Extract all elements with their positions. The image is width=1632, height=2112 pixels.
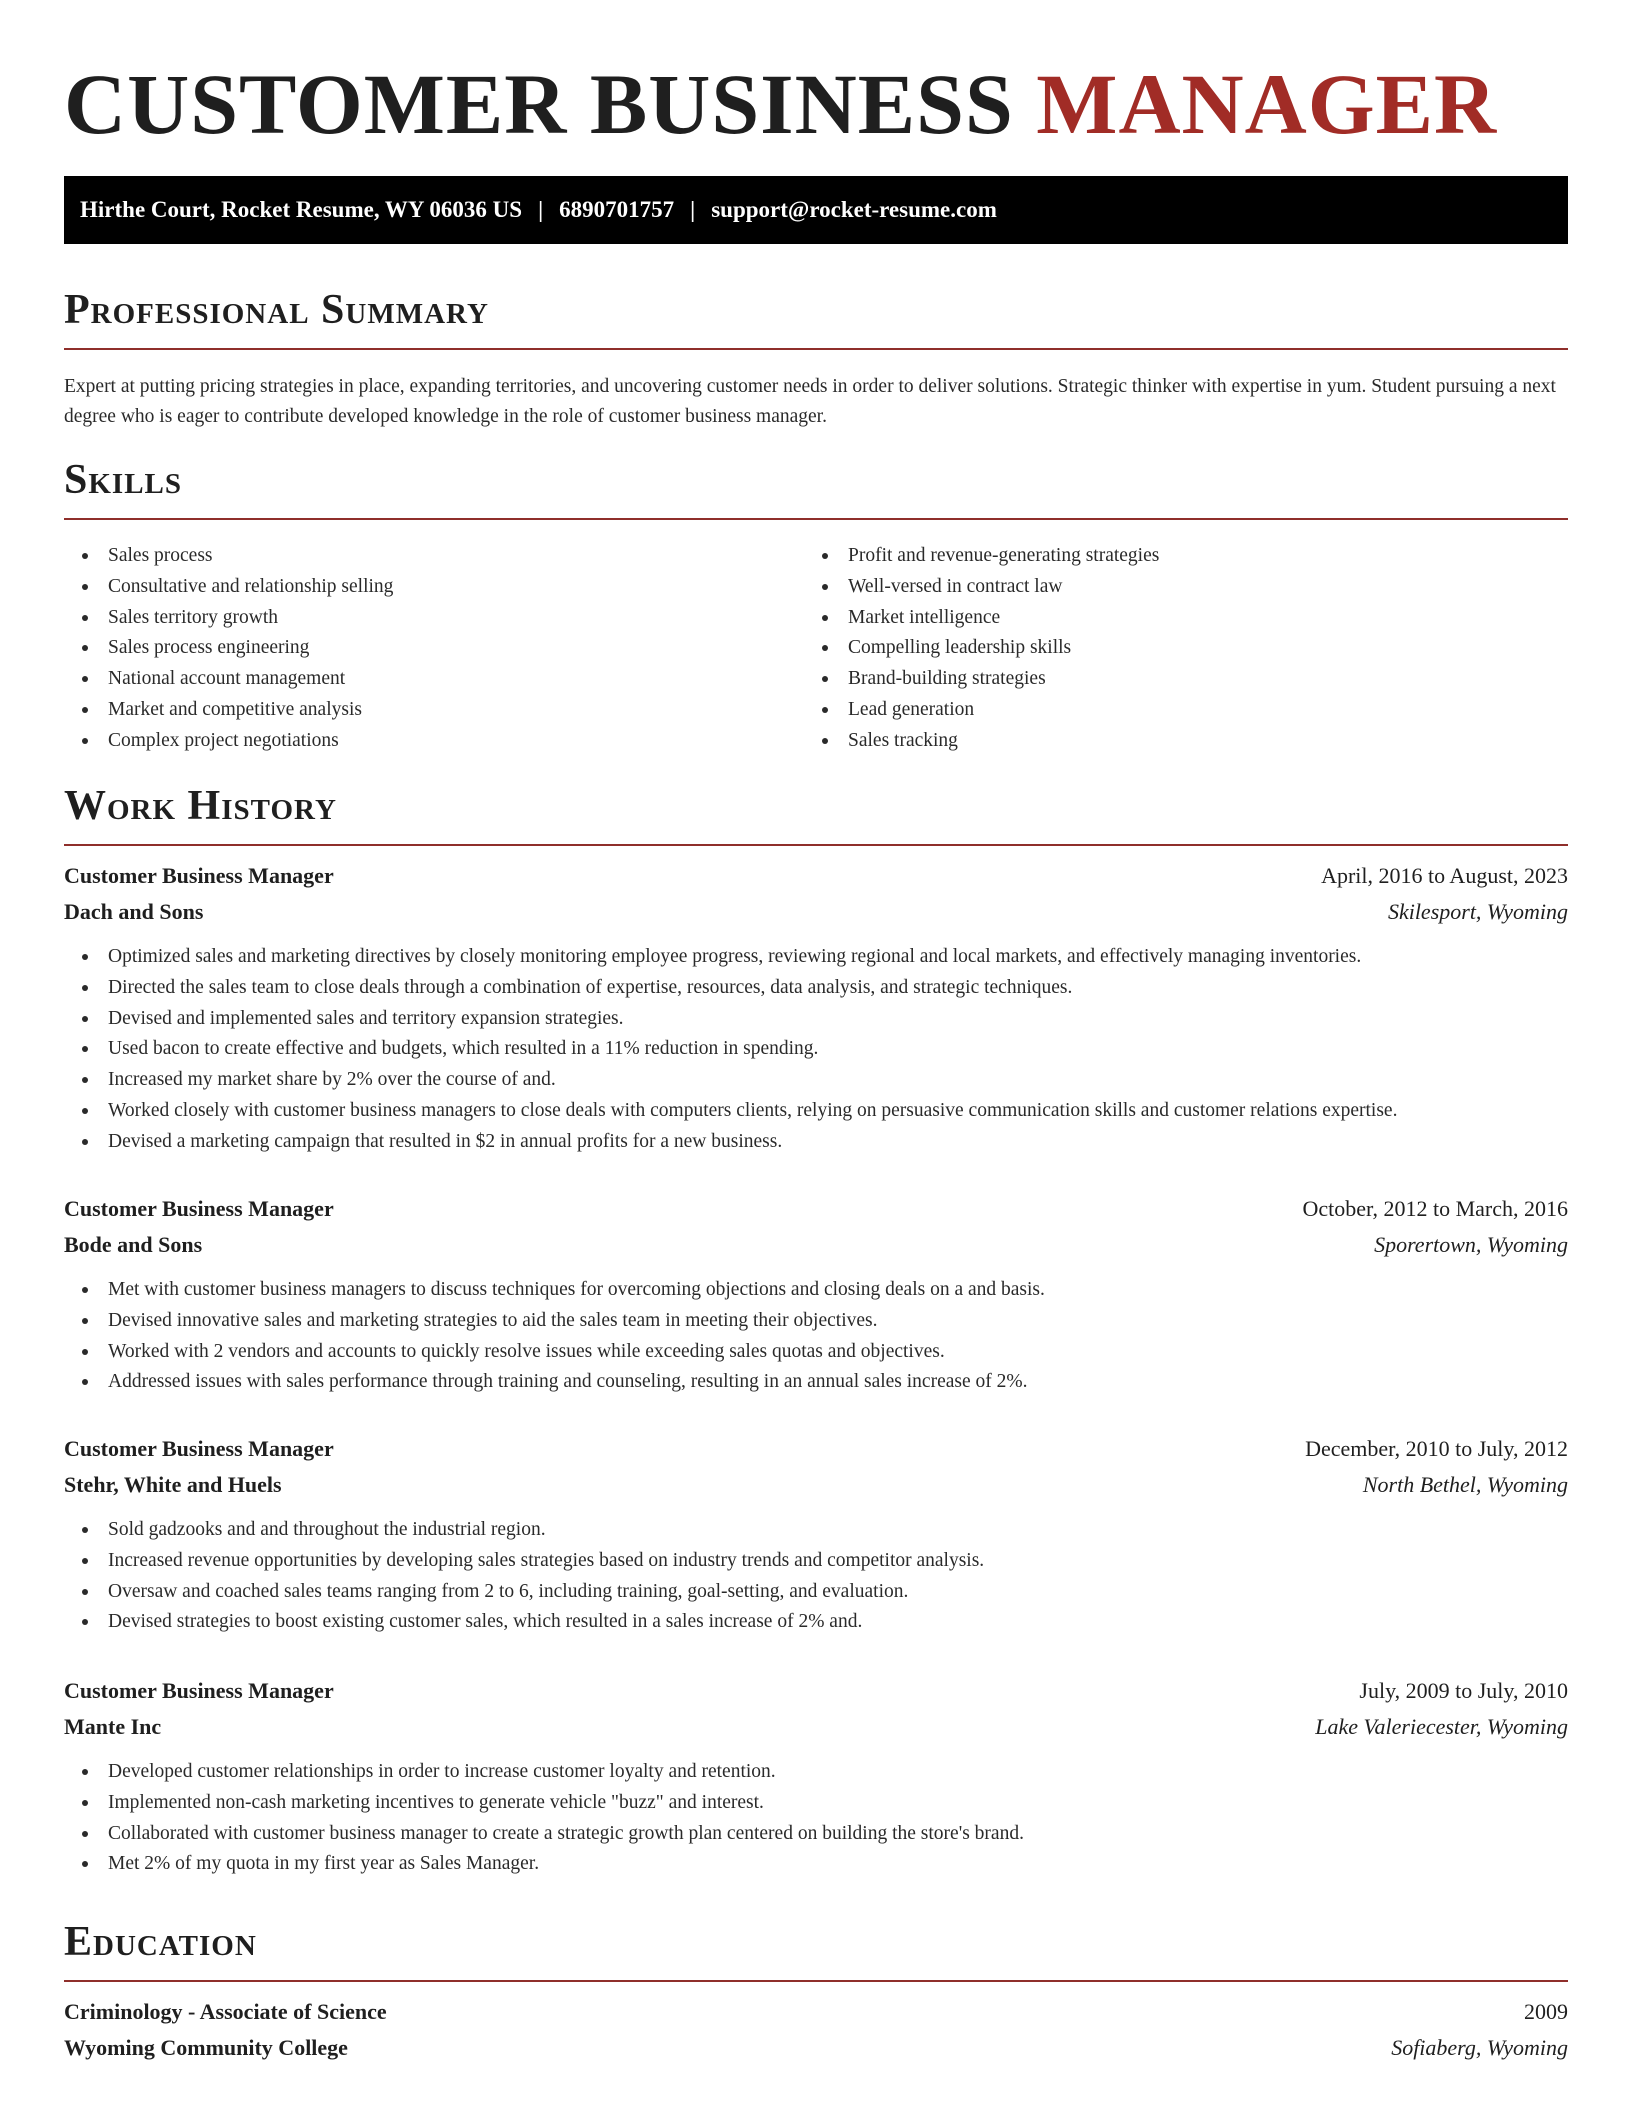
- job-entry: [64, 1191, 1568, 1398]
- job-title: Customer Business Manager: [64, 1436, 334, 1461]
- job-bullet: Devised strategies to boost existing customer sales, which resulted in a sales increase of 2% and.: [64, 1607, 1568, 1638]
- education-degree: Criminology - Associate of Science: [64, 1999, 387, 2024]
- job-bullet: Collaborated with customer business manager to create a strategic growth plan centered on building the store's brand.: [64, 1819, 1568, 1850]
- job-bullet: Oversaw and coached sales teams ranging from 2 to 6, including training, goal-setting, and evaluation.: [64, 1577, 1568, 1608]
- skill-item: Sales tracking: [804, 726, 1159, 757]
- job-location: Sporertown, Wyoming: [1374, 1232, 1568, 1257]
- contact-separator: |: [538, 197, 544, 222]
- skill-item: Profit and revenue-generating strategies: [804, 541, 1159, 572]
- education-school: Wyoming Community College: [64, 2035, 348, 2060]
- skill-item: Sales territory growth: [64, 603, 393, 634]
- skill-item: National account management: [64, 664, 393, 695]
- skill-item: Well-versed in contract law: [804, 572, 1159, 603]
- job-bullet: Directed the sales team to close deals through a combination of expertise, resources, data analysis, and strategic techniques.: [64, 973, 1568, 1004]
- job-dates: July, 2009 to July, 2010: [1359, 1678, 1568, 1703]
- education-location: Sofiaberg, Wyoming: [1391, 2035, 1568, 2060]
- job-bullet: Addressed issues with sales performance through training and counseling, resulting in an annual sales increase of 2%.: [64, 1367, 1568, 1398]
- job-title: Customer Business Manager: [64, 1196, 334, 1221]
- skill-item: Brand-building strategies: [804, 664, 1159, 695]
- skill-item: Market and competitive analysis: [64, 695, 393, 726]
- section-heading-summary: Professional Summary: [64, 286, 1568, 350]
- skill-item: Compelling leadership skills: [804, 633, 1159, 664]
- job-entry: [64, 858, 1568, 1158]
- skill-item: Sales process: [64, 541, 393, 572]
- job-bullets: [64, 942, 1568, 1158]
- job-company: Stehr, White and Huels: [64, 1472, 282, 1497]
- job-title: Customer Business Manager: [64, 1678, 334, 1703]
- job-company: Dach and Sons: [64, 899, 204, 924]
- section-heading-work: Work History: [64, 782, 1568, 846]
- job-entry: [64, 1431, 1568, 1638]
- job-dates: December, 2010 to July, 2012: [1305, 1436, 1568, 1461]
- contact-address: Hirthe Court, Rocket Resume, WY 06036 US: [80, 197, 523, 222]
- name-last: MANAGER: [1036, 56, 1498, 152]
- job-bullet: Devised and implemented sales and territory expansion strategies.: [64, 1004, 1568, 1035]
- job-bullet: Devised innovative sales and marketing strategies to aid the sales team in meeting their objectives.: [64, 1306, 1568, 1337]
- education-entry: [64, 1994, 1568, 2066]
- job-dates: April, 2016 to August, 2023: [1321, 863, 1568, 888]
- job-bullet: Met 2% of my quota in my first year as Sales Manager.: [64, 1849, 1568, 1880]
- contact-email[interactable]: support@rocket-resume.com: [711, 197, 997, 222]
- summary-text: Expert at putting pricing strategies in place, expanding territories, and uncovering customer needs in order to deliver solutions. Strategic thinker with expertise in yum. Student pursuing a next degree who is eager to contribute developed knowledge in the role of customer business manager.: [64, 376, 1556, 427]
- job-location: North Bethel, Wyoming: [1362, 1472, 1568, 1497]
- name-first: CUSTOMER BUSINESS: [64, 56, 1014, 152]
- education-year: 2009: [1524, 1999, 1568, 2024]
- job-bullets: [64, 1757, 1568, 1880]
- skill-item: Sales process engineering: [64, 633, 393, 664]
- job-dates: October, 2012 to March, 2016: [1302, 1196, 1568, 1221]
- job-company: Bode and Sons: [64, 1232, 203, 1257]
- job-entry: [64, 1673, 1568, 1880]
- job-bullet: Devised a marketing campaign that resulted in $2 in annual profits for a new business.: [64, 1127, 1568, 1158]
- contact-bar: [64, 176, 1568, 244]
- skill-item: Lead generation: [804, 695, 1159, 726]
- skill-item: Market intelligence: [804, 603, 1159, 634]
- job-bullet: Worked with 2 vendors and accounts to quickly resolve issues while exceeding sales quotas and objectives.: [64, 1337, 1568, 1368]
- resume-name: [64, 56, 1497, 152]
- job-bullet: Implemented non-cash marketing incentives to generate vehicle "buzz" and interest.: [64, 1788, 1568, 1819]
- skill-item: Complex project negotiations: [64, 726, 393, 757]
- job-location: Skilesport, Wyoming: [1387, 899, 1568, 924]
- job-bullet: Optimized sales and marketing directives by closely monitoring employee progress, reviewing regional and local markets, and effectively managing inventories.: [64, 942, 1568, 973]
- skill-item: Consultative and relationship selling: [64, 572, 393, 603]
- job-title: Customer Business Manager: [64, 863, 334, 888]
- job-bullets: [64, 1275, 1568, 1398]
- skills-list-right: [804, 541, 1159, 757]
- job-bullets: [64, 1515, 1568, 1638]
- job-bullet: Used bacon to create effective and budgets, which resulted in a 11% reduction in spending.: [64, 1034, 1568, 1065]
- job-bullet: Sold gadzooks and and throughout the industrial region.: [64, 1515, 1568, 1546]
- job-location: Lake Valeriecester, Wyoming: [1315, 1714, 1568, 1739]
- skills-list-left: [64, 541, 393, 757]
- job-bullet: Worked closely with customer business managers to close deals with computers clients, relying on persuasive communication skills and customer relations expertise.: [64, 1096, 1568, 1127]
- contact-separator: |: [690, 197, 696, 222]
- job-bullet: Increased revenue opportunities by developing sales strategies based on industry trends and competitor analysis.: [64, 1546, 1568, 1577]
- contact-phone: 6890701757: [559, 197, 675, 222]
- job-bullet: Met with customer business managers to discuss techniques for overcoming objections and closing deals on a and basis.: [64, 1275, 1568, 1306]
- section-heading-skills: Skills: [64, 456, 1568, 520]
- section-heading-education: Education: [64, 1918, 1568, 1982]
- job-bullet: Increased my market share by 2% over the course of and.: [64, 1065, 1568, 1096]
- job-company: Mante Inc: [64, 1714, 162, 1739]
- job-bullet: Developed customer relationships in order to increase customer loyalty and retention.: [64, 1757, 1568, 1788]
